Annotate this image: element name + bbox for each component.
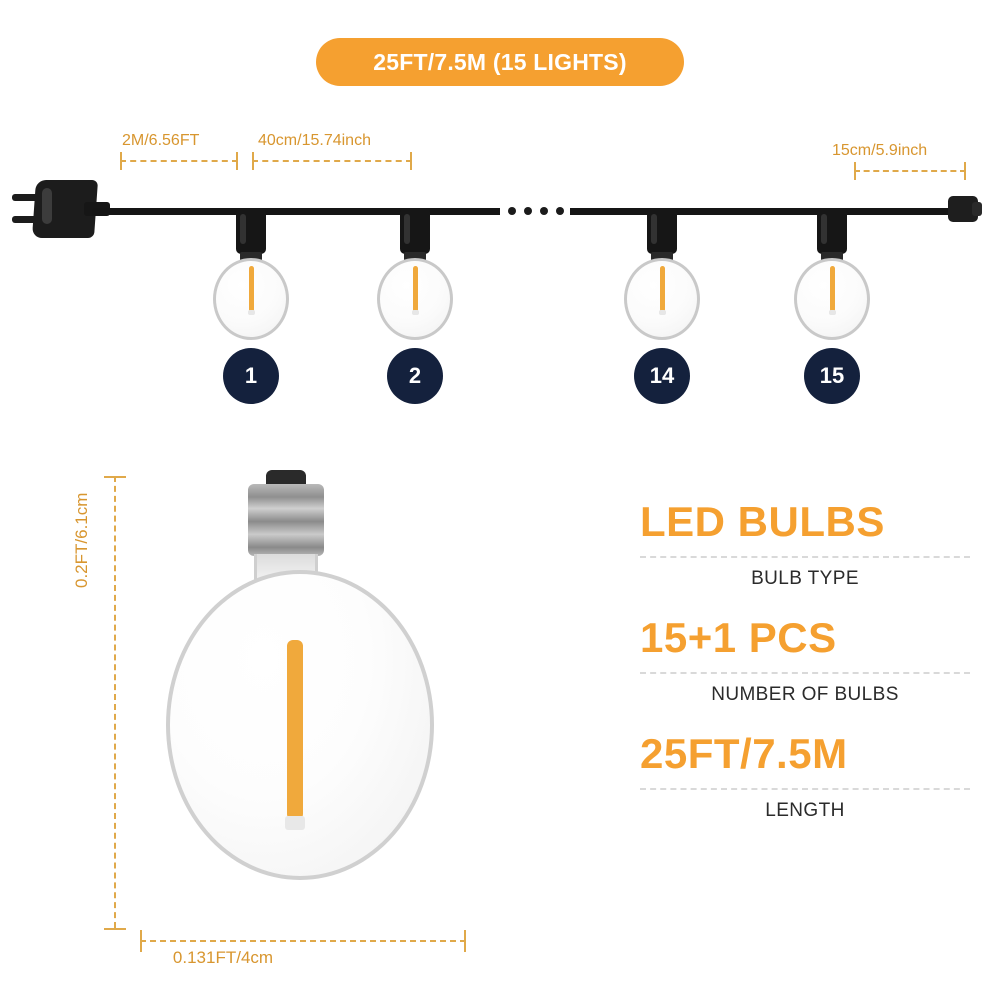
bulb-spacing-dimension-line: [252, 160, 412, 162]
spec-divider: [640, 556, 970, 558]
bulb-assembly-1: [196, 200, 306, 400]
bulb-screw-base-icon: [248, 484, 324, 556]
bulb-number-badge: 15: [804, 348, 860, 404]
bulb-number-badge: 14: [634, 348, 690, 404]
bulb-assembly-2: [360, 200, 470, 400]
enlarged-bulb-illustration: [150, 470, 480, 940]
bulb-filament-icon: [413, 266, 418, 312]
spec-value: LED BULBS: [640, 498, 885, 545]
spec-value: 15+1 PCS: [640, 614, 837, 662]
lead-wire-dimension-label: 2M/6.56FT: [122, 132, 200, 149]
tail-wire-tick-left: [854, 162, 856, 180]
socket-icon: [647, 208, 677, 254]
lead-wire-tick-left: [120, 152, 122, 170]
spec-bulb-type: [640, 500, 970, 590]
bulb-filament-icon: [660, 266, 665, 312]
tail-wire-dimension-line: [854, 170, 966, 172]
spec-length: [640, 732, 970, 822]
spec-value: 25FT/7.5M: [640, 730, 848, 778]
bulb-spacing-tick-left: [252, 152, 254, 170]
spec-number-of-bulbs: [640, 616, 970, 706]
bulb-spacing-dimension-label: 40cm/15.74inch: [258, 132, 371, 149]
spec-label: NUMBER OF BULBS: [711, 684, 899, 706]
bulb-assembly-15: [777, 200, 887, 400]
spec-list: [640, 500, 970, 848]
spec-divider: [640, 788, 970, 790]
bulb-filament-large-icon: [287, 640, 303, 820]
bulb-filament-icon: [830, 266, 835, 312]
wire-end-connector-icon: [948, 192, 982, 226]
ellipsis-dots-icon: [508, 203, 564, 219]
tail-wire-dimension-label: 15cm/5.9inch: [832, 142, 928, 159]
socket-icon: [400, 208, 430, 254]
bulb-spacing-tick-right: [410, 152, 412, 170]
spec-divider: [640, 672, 970, 674]
badge-label: 25FT/7.5M (15 LIGHTS): [373, 48, 627, 75]
product-length-badge: [316, 38, 684, 86]
bulb-height-label: 0.2FT/6.1cm: [72, 492, 91, 588]
lead-wire-dimension-line: [120, 160, 238, 162]
bulb-number-badge: 1: [223, 348, 279, 404]
socket-icon: [817, 208, 847, 254]
spec-label: BULB TYPE: [751, 568, 859, 590]
tail-wire-tick-right: [964, 162, 966, 180]
bulb-number-badge: 2: [387, 348, 443, 404]
spec-label: LENGTH: [765, 800, 845, 822]
bulb-filament-icon: [249, 266, 254, 312]
lead-wire-tick-right: [236, 152, 238, 170]
power-plug-icon: [6, 176, 102, 246]
socket-icon: [236, 208, 266, 254]
bulb-width-label: 0.131FT/4cm: [172, 948, 274, 967]
bulb-assembly-14: [607, 200, 717, 400]
